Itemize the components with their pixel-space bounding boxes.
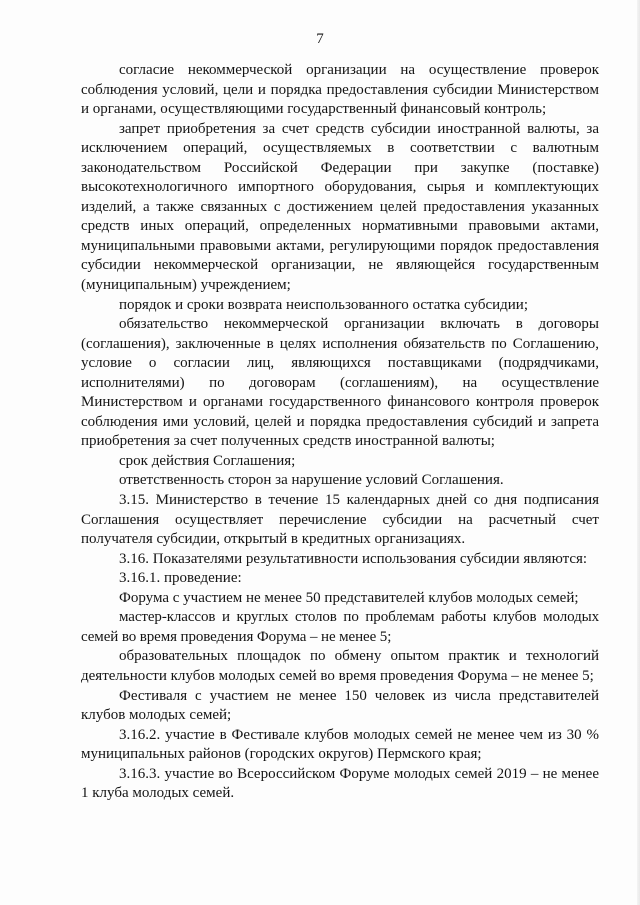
paragraph-contract-obligation: обязательство некоммерческой организации включать в договоры (соглашения), заключенные в целях исполнения обязательств по Соглашению, условие о согласии лиц, являющихся поставщиками (подрядчиками, исполнителями) по договорам (соглашениям), на осуществление Министерством и органами государственного финансового контроля проверок соблюдения ими условий, целей и порядка предоставления субсидий и запрета приобретения за счет полученных средств иностранной валюты;	[81, 316, 599, 450]
paragraph-forum: Форума с участием не менее 50 представителей клубов молодых семей;	[119, 589, 579, 606]
page-number: 7	[316, 31, 324, 47]
paragraph-currency-ban: запрет приобретения за счет средств субсидии иностранной валюты, за исключением операций, осуществляемых в соответствии с валютным законодательством Российской Федерации при закупке (поставке) высокотехнологичного импортного оборудования, сырья и комплектующих изделий, а также связанных с достижением целей предоставления указанных средств иных операций, определенных нормативными правовыми актами, муниципальными правовыми актами, регулирующими порядок предоставления субсидии некоммерческой организации, не являющейся государственным (муниципальным) учреждением;	[81, 120, 599, 294]
paragraph-3-16-1: 3.16.1. проведение:	[119, 570, 242, 587]
paragraph-return-procedure: порядок и сроки возврата неиспользованного остатка субсидии;	[119, 296, 528, 313]
paragraph-3-16-2: 3.16.2. участие в Фестивале клубов молодых семей не менее чем из 30 % муниципальных районов (городских округов) Пермского края;	[81, 726, 599, 763]
paragraph-educational-platforms: образовательных площадок по обмену опытом практик и технологий деятельности клубов молодых семей во время проведения Форума – не менее 5;	[81, 648, 599, 684]
paragraph-responsibility: ответственность сторон за нарушение условий Соглашения.	[119, 472, 504, 489]
paragraph-3-16: 3.16. Показателями результативности использования субсидии являются:	[119, 550, 588, 567]
paragraph-consent-inspections: согласие некоммерческой организации на осуществление проверок соблюдения условий, цели и порядка предоставления субсидии Министерством и органами, осуществляющими государственный финансовый контроль;	[81, 62, 599, 118]
paragraph-3-16-3: 3.16.3. участие во Всероссийском Форуме молодых семей 2019 – не менее 1 клуба молодых семей.	[81, 765, 599, 802]
document-body	[81, 61, 599, 804]
paragraph-agreement-term: срок действия Соглашения;	[119, 452, 296, 469]
paragraph-3-15: 3.15. Министерство в течение 15 календарных дней со дня подписания Соглашения осуществляет перечисление субсидии на расчетный счет получателя субсидии, открытый в кредитных организациях.	[81, 492, 599, 548]
paragraph-master-classes: мастер-классов и круглых столов по проблемам работы клубов молодых семей во время проведения Форума – не менее 5;	[81, 609, 599, 645]
paragraph-festival: Фестиваля с участием не менее 150 человек из числа представителей клубов молодых семей;	[81, 687, 599, 724]
